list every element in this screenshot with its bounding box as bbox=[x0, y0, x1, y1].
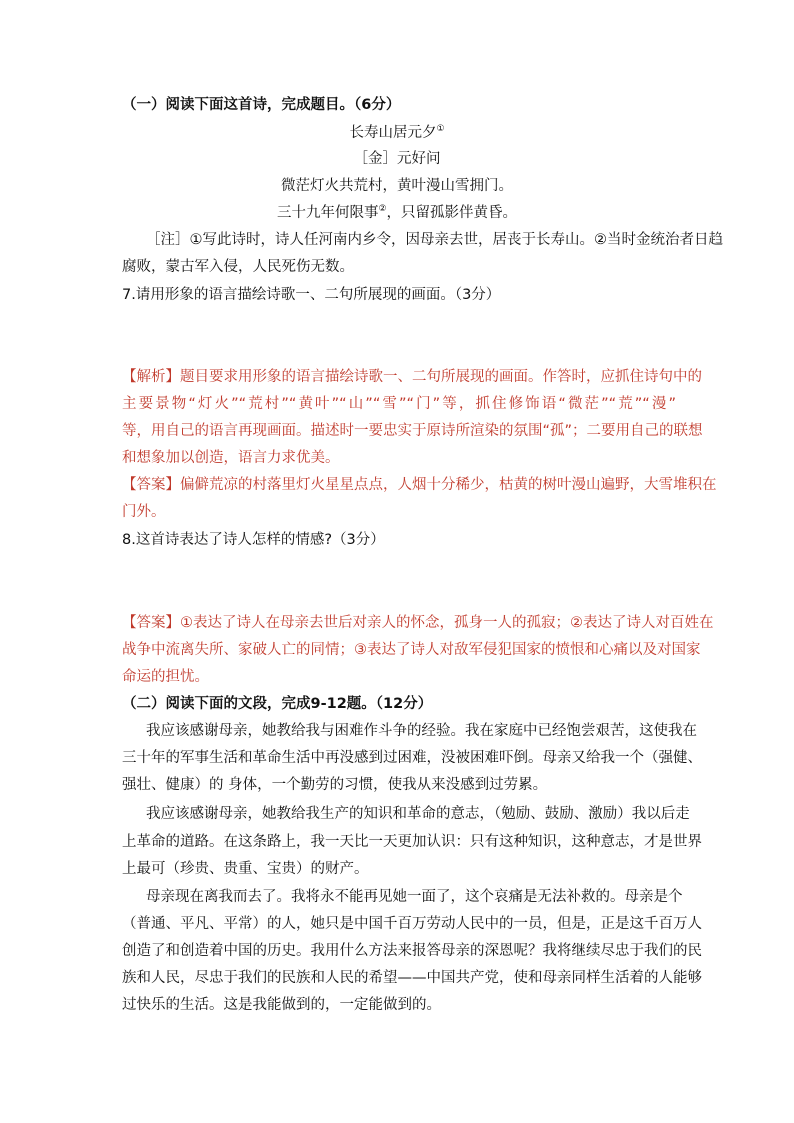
q7-analysis-line-2: 主要景物“灯火”“荒村”“黄叶”“山”“雪”“门”等，抓住修饰语“微茫”“荒”“漫” bbox=[122, 396, 676, 412]
q8-answer-line-2: 战争中流离失所、家破人亡的同情；③表达了诗人对敌军侵犯国家的愤恨和心痛以及对国家 bbox=[122, 642, 701, 658]
poem-line-2 bbox=[0, 202, 794, 224]
poem-title: 长寿山居元夕 bbox=[349, 125, 437, 141]
section2-heading: （二）阅读下面的文段，完成9-12题。（12分） bbox=[122, 696, 433, 712]
passage-p3-line-5: 过快乐的生活。这是我能做到的，一定能做到的。 bbox=[122, 997, 441, 1013]
question-8: 8.这首诗表达了诗人怎样的情感?（3分） bbox=[122, 532, 385, 548]
passage-p3-line-2: （普通、平凡、平常）的人，她只是中国千百万劳动人民中的一员，但是，正是这千百万人 bbox=[122, 916, 702, 932]
poem-author: ［金］元好问 bbox=[353, 151, 441, 167]
q7-analysis-line-3: 等，用自己的语言再现画面。描述时一要忠实于原诗所渲染的氛围“孤”；二要用自己的联想 bbox=[122, 423, 703, 439]
poem-line-2-part-b: ，只留孤影伴黄昏。 bbox=[386, 205, 518, 221]
poem-line-1: 微茫灯火共荒村，黄叶漫山雪拥门。 bbox=[281, 178, 513, 194]
passage-p1-line-2: 三十年的军事生活和革命生活中再没感到过困难，没被困难吓倒。母亲又给我一个（强健、 bbox=[122, 750, 702, 766]
poem-title-note: ① bbox=[436, 124, 445, 135]
q8-answer-line-3: 命运的担忧。 bbox=[122, 669, 209, 685]
poem-line-2-part-a: 三十九年何限事 bbox=[276, 205, 379, 221]
poem-note-line-1: ［注］①写此诗时，诗人任河南内乡令，因母亲去世，居丧于长寿山。②当时金统治者日趋 bbox=[146, 232, 723, 248]
q8-answer-line-1: 【答案】①表达了诗人在母亲去世后对亲人的怀念，孤身一人的孤寂；②表达了诗人对百姓在 bbox=[122, 615, 714, 631]
passage-p2-line-2: 上革命的道路。在这条路上，我一天比一天更加认识：只有这种知识，这种意志，才是世界 bbox=[122, 834, 702, 850]
q7-analysis-line-4: 和想象加以创造，语言力求优美。 bbox=[122, 450, 340, 466]
passage-p1-line-1: 我应该感谢母亲，她教给我与困难作斗争的经验。我在家庭中已经饱尝艰苦，这使我在 bbox=[146, 723, 697, 739]
passage-p3-line-4: 族和人民，尽忠于我们的民族和人民的希望——中国共产党，使和母亲同样生活着的人能够 bbox=[122, 970, 702, 986]
q7-analysis-line-1: 【解析】题目要求用形象的语言描绘诗歌一、二句所展现的画面。作答时，应抓住诗句中的 bbox=[122, 369, 702, 385]
passage-p2-line-3: 上最可（珍贵、贵重、宝贵）的财产。 bbox=[122, 861, 369, 877]
passage-p2-line-1: 我应该感谢母亲，她教给我生产的知识和革命的意志，（勉励、鼓励、激励）我以后走 bbox=[146, 806, 690, 822]
section1-heading: （一）阅读下面这首诗，完成题目。（6分） bbox=[122, 97, 401, 113]
question-7: 7.请用形象的语言描绘诗歌一、二句所展现的画面。（3分） bbox=[122, 287, 501, 303]
passage-p3-line-3: 创造了和创造着中国的历史。我用什么方法来报答母亲的深恩呢？我将继续尽忠于我们的民 bbox=[122, 943, 702, 959]
passage-p1-line-3: 强壮、健康）的 身体，一个勤劳的习惯，使我从来没感到过劳累。 bbox=[122, 777, 548, 793]
poem-line-2-note: ② bbox=[378, 204, 387, 215]
q7-answer-line-2: 门外。 bbox=[122, 504, 166, 520]
poem-title-line bbox=[0, 122, 794, 144]
passage-p3-line-1: 母亲现在离我而去了。我将永不能再见她一面了，这个哀痛是无法补救的。母亲是个 bbox=[146, 889, 683, 905]
poem-note-line-2: 腐败，蒙古军入侵，人民死伤无数。 bbox=[122, 259, 354, 275]
q7-answer-line-1: 【答案】偏僻荒凉的村落里灯火星星点点，人烟十分稀少，枯黄的树叶漫山遍野，大雪堆积在 bbox=[122, 477, 717, 493]
